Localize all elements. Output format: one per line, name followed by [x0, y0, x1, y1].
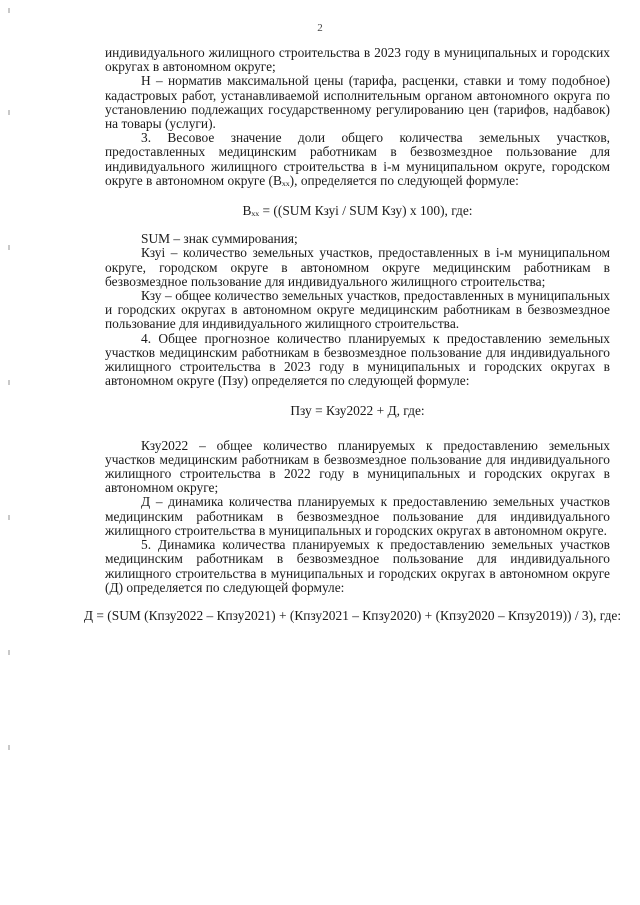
paragraph-kzui-definition: Кзуi – количество земельных участков, предоставленных в i-м муниципальном округе, городском округе в автономном округе медицинским работникам в безвозмездное пользование для индивидуального жилищного строительства;	[105, 245, 610, 289]
paragraph-continuation: индивидуального жилищного строительства в 2023 году в муниципальных и городских округах в автономном округе;	[105, 45, 610, 75]
scan-margin-marks	[8, 0, 14, 905]
paragraph-item-4: 4. Общее прогнозное количество планируемых к предоставлению земельных участков медицинским работникам в безвозмездное пользование для индивидуального жилищного строительства в 2023 году в муниципальных и городских округах в автономном округе (Пзу) определяется по следующей формуле:	[105, 330, 610, 389]
formula-weight-share: Вₓₓ = ((SUM Кзуi / SUM Кзу) x 100), где:	[242, 203, 473, 219]
paragraph-item-5: 5. Динамика количества планируемых к предоставлению земельных участков медицинским работникам в безвозмездное пользование для индивидуального жилищного строительства в муниципальных и городских округах в автономном округе (Д) определяется по следующей формуле:	[105, 537, 610, 595]
page-number: 2	[317, 22, 323, 34]
paragraph-kzu-definition: Кзу – общее количество земельных участков, предоставленных в муниципальных и городских округах в автономном округе медицинским работникам в безвозмездное пользование для индивидуального жилищного строительства.	[105, 288, 610, 332]
paragraph-sum-definition: SUM – знак суммирования;	[141, 231, 298, 247]
document-body	[83, 45, 622, 623]
formula-forecast-total: Пзу = Кзу2022 + Д, где:	[290, 403, 425, 419]
paragraph-item-3: 3. Весовое значение доли общего количества земельных участков, предоставленных медицинским работникам в безвозмездное пользование для индивидуального жилищного строительства в i-м муниципальном округе, городском округе в автономном округе (Вₓₓ), определяется по следующей формуле:	[105, 130, 610, 188]
formula-dynamics: Д = (SUM (Кпзу2022 – Кпзу2021) + (Кпзу2021 – Кпзу2020) + (Кпзу2020 – Кпзу2019)) / 3), где:	[83, 607, 622, 623]
paragraph-dynamics-definition: Д – динамика количества планируемых к предоставлению земельных участков медицинским работникам в безвозмездное пользование для индивидуального жилищного строительства в муниципальных и городских округах в автономном округе.	[105, 494, 610, 538]
paragraph-kzu2022-definition: Кзу2022 – общее количество планируемых к предоставлению земельных участков медицинским работникам в безвозмездное пользование для индивидуального жилищного строительства в 2022 году в муниципальных и городских округах в автономном округе;	[105, 437, 610, 496]
paragraph-norm-price: Н – норматив максимальной цены (тарифа, расценки, ставки и тому подобное) кадастровых работ, устанавливаемой исполнительным органом автономного округа по установлению подлежащих государственному регулированию цен (тарифов, надбавок) на товары (услуги).	[105, 73, 610, 132]
